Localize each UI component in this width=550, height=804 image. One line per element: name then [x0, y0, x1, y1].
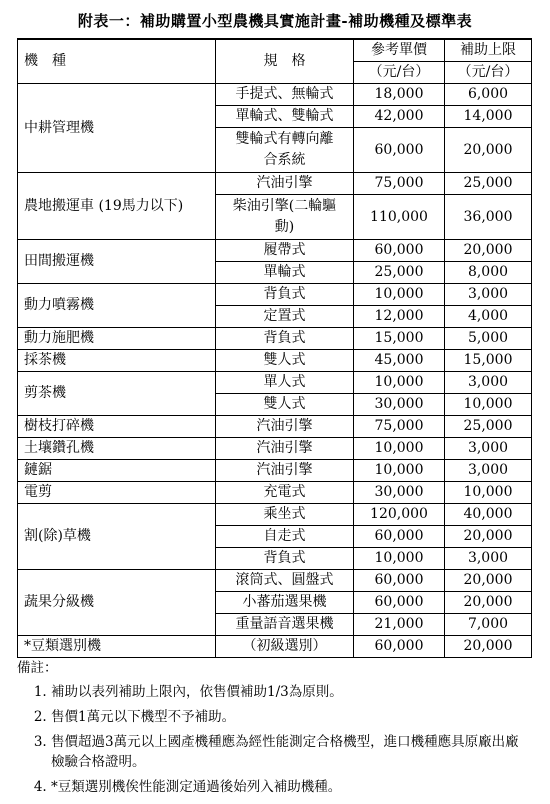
spec-cell: 背負式 [216, 284, 354, 306]
table-row [18, 504, 532, 526]
price-cell: 75,000 [354, 173, 445, 195]
spec-cell: 背負式 [216, 328, 354, 350]
machine-name-cell: 鏈鋸 [18, 460, 216, 482]
subsidy-cell: 4,000 [445, 306, 532, 328]
machine-name-cell: *豆類選別機 [18, 636, 216, 658]
subsidy-cell: 20,000 [445, 526, 532, 548]
subsidy-cell: 6,000 [445, 84, 532, 106]
note-item: 3. 售價超過3萬元以上國產機種應為經性能測定合格機型，進口機種應具原廠出廠檢驗合格證明。 [51, 732, 531, 772]
table-row [18, 636, 532, 658]
table-row [18, 460, 532, 482]
subsidy-cell: 3,000 [445, 548, 532, 570]
table-row [18, 350, 532, 372]
spec-cell: 汽油引擎 [216, 460, 354, 482]
subsidy-cell: 3,000 [445, 438, 532, 460]
machine-name-cell: 中耕管理機 [18, 84, 216, 173]
subsidy-cell: 5,000 [445, 328, 532, 350]
subsidy-cell: 3,000 [445, 372, 532, 394]
table-row [18, 328, 532, 350]
price-cell: 110,000 [354, 195, 445, 240]
subsidy-cell: 10,000 [445, 394, 532, 416]
machine-name-cell: 動力施肥機 [18, 328, 216, 350]
price-cell: 75,000 [354, 416, 445, 438]
document-title: 附表一：補助購置小型農機具實施計畫-補助機種及標準表 [77, 12, 473, 30]
machine-name-cell: 樹枝打碎機 [18, 416, 216, 438]
subsidy-cell: 20,000 [445, 636, 532, 658]
subsidy-cell: 20,000 [445, 240, 532, 262]
machine-name-cell: 蔬果分級機 [18, 570, 216, 636]
price-cell: 60,000 [354, 592, 445, 614]
table-row [18, 416, 532, 438]
table-body [18, 84, 532, 658]
spec-cell: 汽油引擎 [216, 416, 354, 438]
price-cell: 30,000 [354, 482, 445, 504]
price-cell: 21,000 [354, 614, 445, 636]
spec-cell: 單輪式、雙輪式 [216, 106, 354, 128]
header-machine: 機 種 [18, 39, 216, 84]
price-cell: 42,000 [354, 106, 445, 128]
spec-cell: （初級選別） [216, 636, 354, 658]
spec-cell: 手提式、無輪式 [216, 84, 354, 106]
note-item: 2. 售價1萬元以下機型不予補助。 [51, 707, 531, 727]
price-cell: 60,000 [354, 240, 445, 262]
spec-cell: 單人式 [216, 372, 354, 394]
header-row [18, 39, 532, 62]
table-row [18, 173, 532, 195]
subsidy-cell: 14,000 [445, 106, 532, 128]
subsidy-cell: 25,000 [445, 173, 532, 195]
spec-cell: 定置式 [216, 306, 354, 328]
header-subsidy: 補助上限 [445, 39, 532, 62]
table-row [18, 570, 532, 592]
price-cell: 60,000 [354, 570, 445, 592]
header-price: 參考單價 [354, 39, 445, 62]
subsidy-cell: 20,000 [445, 128, 532, 173]
price-cell: 10,000 [354, 284, 445, 306]
price-cell: 60,000 [354, 128, 445, 173]
spec-cell: 履帶式 [216, 240, 354, 262]
machine-name-cell: 割(除)草機 [18, 504, 216, 570]
spec-cell: 小蕃茄選果機 [216, 592, 354, 614]
table-row [18, 284, 532, 306]
note-item: 4. *豆類選別機俟性能測定通過後始列入補助機種。 [51, 777, 531, 797]
machine-name-cell: 動力噴霧機 [18, 284, 216, 328]
price-cell: 15,000 [354, 328, 445, 350]
price-cell: 30,000 [354, 394, 445, 416]
machine-name-cell: 電剪 [18, 482, 216, 504]
spec-cell: 充電式 [216, 482, 354, 504]
spec-cell: 重量語音選果機 [216, 614, 354, 636]
table-row [18, 372, 532, 394]
price-cell: 10,000 [354, 460, 445, 482]
price-cell: 18,000 [354, 84, 445, 106]
spec-cell: 雙輪式有轉向離合系統 [216, 128, 354, 173]
spec-cell: 雙人式 [216, 350, 354, 372]
price-cell: 12,000 [354, 306, 445, 328]
header-price-unit: （元/台） [354, 62, 445, 84]
notes-heading: 備註： [17, 660, 58, 676]
notes-section [17, 658, 531, 802]
price-cell: 10,000 [354, 438, 445, 460]
subsidy-cell: 20,000 [445, 592, 532, 614]
spec-cell: 汽油引擎 [216, 173, 354, 195]
subsidy-cell: 10,000 [445, 482, 532, 504]
price-cell: 60,000 [354, 526, 445, 548]
spec-cell: 單輪式 [216, 262, 354, 284]
subsidy-cell: 3,000 [445, 460, 532, 482]
price-cell: 60,000 [354, 636, 445, 658]
spec-cell: 自走式 [216, 526, 354, 548]
price-cell: 10,000 [354, 372, 445, 394]
subsidy-cell: 25,000 [445, 416, 532, 438]
machine-name-cell: 剪茶機 [18, 372, 216, 416]
price-cell: 45,000 [354, 350, 445, 372]
subsidy-cell: 40,000 [445, 504, 532, 526]
subsidy-cell: 15,000 [445, 350, 532, 372]
notes-list [17, 682, 531, 797]
machine-name-cell: 採茶機 [18, 350, 216, 372]
note-item: 1. 補助以表列補助上限內，依售價補助1/3為原則。 [51, 682, 531, 702]
subsidy-cell: 7,000 [445, 614, 532, 636]
table-row [18, 240, 532, 262]
spec-cell: 背負式 [216, 548, 354, 570]
subsidy-cell: 3,000 [445, 284, 532, 306]
table-row [18, 482, 532, 504]
spec-cell: 乘坐式 [216, 504, 354, 526]
spec-cell: 滾筒式、圓盤式 [216, 570, 354, 592]
spec-cell: 柴油引擎(二輪驅動) [216, 195, 354, 240]
machine-name-cell: 土壤鑽孔機 [18, 438, 216, 460]
subsidy-cell: 8,000 [445, 262, 532, 284]
subsidy-cell: 36,000 [445, 195, 532, 240]
price-cell: 25,000 [354, 262, 445, 284]
table-row [18, 438, 532, 460]
spec-cell: 汽油引擎 [216, 438, 354, 460]
price-cell: 120,000 [354, 504, 445, 526]
machine-name-cell: 田間搬運機 [18, 240, 216, 284]
table-row [18, 84, 532, 106]
header-spec: 規 格 [216, 39, 354, 84]
subsidy-cell: 20,000 [445, 570, 532, 592]
subsidy-table [17, 38, 532, 658]
spec-cell: 雙人式 [216, 394, 354, 416]
price-cell: 10,000 [354, 548, 445, 570]
header-subsidy-unit: （元/台） [445, 62, 532, 84]
machine-name-cell: 農地搬運車 (19馬力以下) [18, 173, 216, 240]
